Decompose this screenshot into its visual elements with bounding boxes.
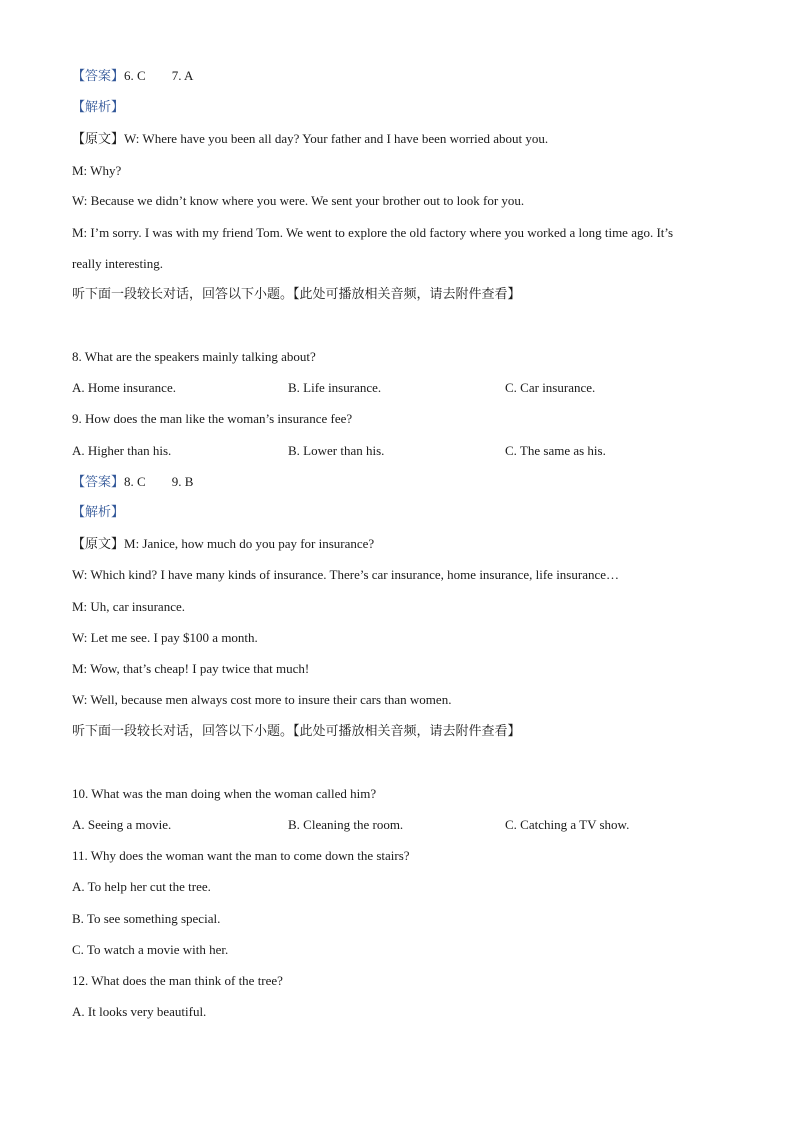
option-c: C. The same as his. (505, 443, 606, 458)
transcript-line: W: Well, because men always cost more to insure their cars than women. (72, 692, 452, 707)
transcript-line: W: Which kind? I have many kinds of insurance. There’s car insurance, home insurance, life insurance… (72, 567, 620, 582)
listening-instruction: 听下面一段较长对话，回答以下小题。【此处可播放相关音频，请去附件查看】 (72, 724, 521, 739)
transcript-line: M: I’m sorry. I was with my friend Tom. We went to explore the old factory where you worked a long time ago. It’s (72, 225, 674, 240)
original-tag: 【原文】 (72, 132, 125, 147)
option-b: B. Lower than his. (288, 443, 385, 458)
question-12: 12. What does the man think of the tree? (72, 973, 283, 988)
option-c: C. Catching a TV show. (505, 817, 630, 832)
option-a: A. It looks very beautiful. (72, 1004, 207, 1019)
option-b: B. To see something special. (72, 911, 221, 926)
transcript-line (72, 536, 374, 553)
transcript-line: M: Uh, car insurance. (72, 599, 185, 614)
listening-instruction: 听下面一段较长对话，回答以下小题。【此处可播放相关音频，请去附件查看】 (72, 287, 521, 302)
option-a: A. Home insurance. (72, 380, 176, 395)
answer-value: 7. A (171, 68, 194, 83)
question-9: 9. How does the man like the woman’s insurance fee? (72, 411, 353, 426)
option-b: B. Cleaning the room. (288, 817, 404, 832)
question-11: 11. Why does the woman want the man to come down the stairs? (72, 848, 410, 863)
transcript-line: M: Wow, that’s cheap! I pay twice that much! (72, 661, 310, 676)
option-c: C. To watch a movie with her. (72, 942, 229, 957)
analysis-tag: 【解析】 (72, 100, 125, 115)
transcript-text: M: Janice, how much do you pay for insurance? (124, 536, 375, 551)
original-tag: 【原文】 (72, 537, 125, 552)
answer-value: 9. B (171, 474, 194, 489)
question-10-options (72, 817, 732, 833)
analysis-tag: 【解析】 (72, 505, 125, 520)
question-10: 10. What was the man doing when the woman called him? (72, 786, 377, 801)
answer-line (72, 68, 193, 85)
answer-value: 6. C (124, 68, 146, 83)
transcript-line: W: Because we didn’t know where you were. We sent your brother out to look for you. (72, 193, 525, 208)
option-a: A. Seeing a movie. (72, 817, 172, 832)
answer-value: 8. C (124, 474, 146, 489)
transcript-line (72, 131, 548, 148)
transcript-line: W: Let me see. I pay $100 a month. (72, 630, 258, 645)
question-8: 8. What are the speakers mainly talking about? (72, 349, 316, 364)
option-a: A. To help her cut the tree. (72, 879, 211, 894)
question-9-options (72, 443, 732, 459)
answer-line (72, 474, 193, 491)
option-a: A. Higher than his. (72, 443, 172, 458)
option-b: B. Life insurance. (288, 380, 382, 395)
option-c: C. Car insurance. (505, 380, 596, 395)
transcript-text: W: Where have you been all day? Your father and I have been worried about you. (124, 131, 549, 146)
transcript-line: M: Why? (72, 163, 122, 178)
transcript-line: really interesting. (72, 256, 163, 271)
answer-tag: 【答案】 (72, 69, 125, 84)
answer-tag: 【答案】 (72, 475, 125, 490)
question-8-options (72, 380, 732, 396)
